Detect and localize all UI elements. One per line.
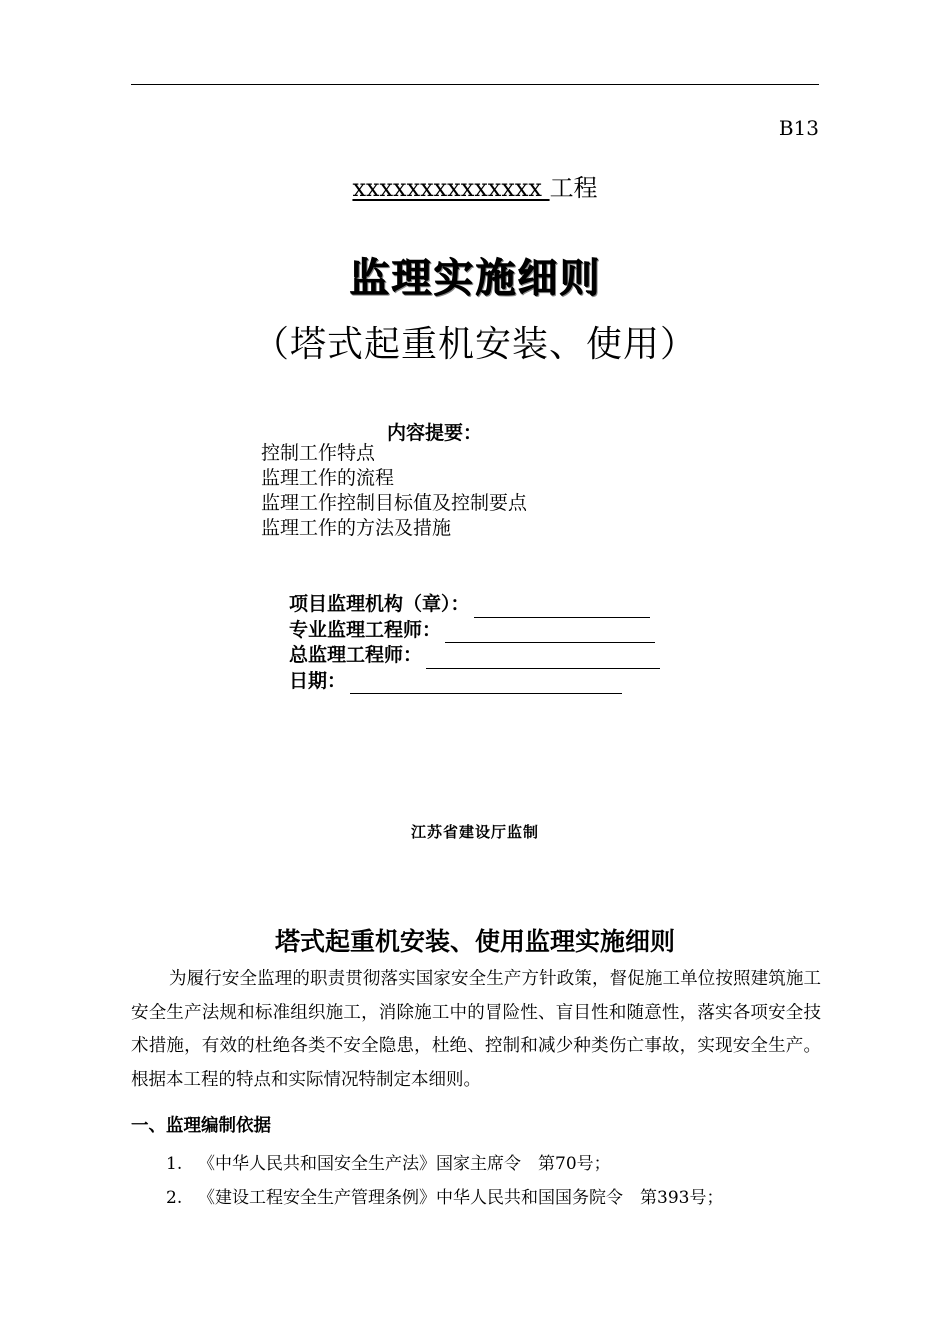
- project-name: [0, 168, 950, 203]
- body-title: 塔式起重机安装、使用监理实施细则: [274, 927, 675, 956]
- signature-field-organization[interactable]: [474, 599, 650, 618]
- summary-item: 控制工作特点: [261, 442, 376, 464]
- signature-label: 项目监理机构（章）：: [289, 593, 470, 615]
- form-code: B13: [778, 116, 819, 140]
- summary-heading: 内容提要：: [387, 422, 483, 444]
- signature-label: 总监理工程师：: [289, 644, 423, 666]
- project-suffix: 工程: [549, 174, 598, 202]
- summary-list: [261, 441, 527, 541]
- signature-block: [289, 592, 660, 694]
- summary-item: 监理工作的流程: [261, 467, 395, 489]
- header-rule: [131, 84, 819, 85]
- signature-field-chief-engineer[interactable]: [426, 650, 660, 669]
- signature-row-engineer: [289, 618, 660, 644]
- list-item: [166, 1148, 723, 1182]
- signature-row-chief-engineer: [289, 643, 660, 669]
- document-subtitle: （塔式起重机安装、使用）: [252, 324, 697, 365]
- list-item-text: 《中华人民共和国安全生产法》国家主席令 第70号；: [198, 1154, 611, 1174]
- summary-item: 监理工作控制目标值及控制要点: [261, 492, 528, 514]
- document-title: 监理实施细则: [349, 255, 601, 301]
- issuer: 江苏省建设厅监制: [410, 823, 539, 841]
- signature-label: 日期：: [289, 669, 347, 692]
- signature-field-date[interactable]: [350, 675, 622, 694]
- signature-field-engineer[interactable]: [445, 624, 655, 643]
- section-heading: 一、监理编制依据: [131, 1116, 271, 1136]
- list-item-number: 2.: [166, 1187, 183, 1208]
- project-name-placeholder: xxxxxxxxxxxxxx: [352, 174, 550, 202]
- signature-row-organization: [289, 592, 660, 618]
- list-item-number: 1.: [166, 1154, 183, 1174]
- signature-label: 专业监理工程师：: [289, 618, 442, 641]
- basis-list: [166, 1148, 723, 1215]
- list-item: [166, 1182, 723, 1216]
- intro-paragraph: 为履行安全监理的职责贯彻落实国家安全生产方针政策，督促施工单位按照建筑施工安全生产法规和标准组织施工，消除施工中的冒险性、盲目性和随意性，落实各项安全技术措施，有效的杜绝各类不安全隐患，杜绝、控制和减少种类伤亡事故，实现安全生产。根据本工程的特点和实际情况特制定本细则。: [131, 969, 821, 1090]
- signature-row-date: [289, 669, 660, 695]
- summary-item: 监理工作的方法及措施: [261, 517, 452, 539]
- list-item-text: 《建设工程安全生产管理条例》中华人民共和国国务院令 第393号；: [198, 1187, 724, 1208]
